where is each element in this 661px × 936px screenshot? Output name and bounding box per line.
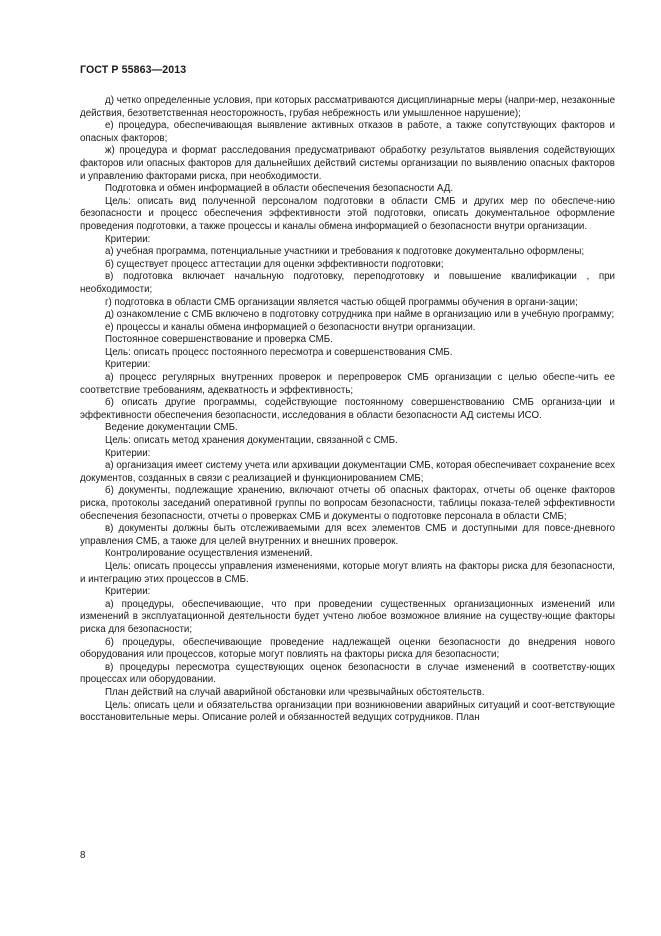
paragraph: в) документы должны быть отслеживаемыми для всех элементов СМБ и доступными для повсе-дневного управления СМБ, а также для целей внутренних и внешних проверок. xyxy=(80,523,615,547)
paragraph: Ведение документации СМБ. xyxy=(105,422,238,434)
paragraph: а) процедуры, обеспечивающие, что при проведении существенных организационных изменений или изменений в эксплуатационной деятельности будет учтено любое возможное влияние на существу-ющие факторы риска для безопасности; xyxy=(80,598,615,635)
paragraph: д) ознакомление с СМБ включено в подготовку сотрудника при найме в организацию или в учебную программу; xyxy=(105,309,615,321)
paragraph: е) процедура, обеспечивающая выявление активных отказов в работе, а также сопутствующих факторов и опасных факторов; xyxy=(80,120,615,144)
paragraph: Критерии: xyxy=(105,447,151,459)
document-body xyxy=(80,95,615,725)
paragraph: Критерии: xyxy=(105,586,151,598)
paragraph: Критерии: xyxy=(105,359,151,371)
paragraph: в) подготовка включает начальную подготовку, переподготовку и повышение квалификации , при необходимости; xyxy=(80,271,615,295)
paragraph: Цель: описать процессы управления изменениями, которые могут влиять на факторы риска для безопасности, и интеграцию этих процессов в СМБ. xyxy=(80,560,615,585)
paragraph: е) процессы и каналы обмена информацией о безопасности внутри организации. xyxy=(105,321,476,333)
paragraph: д) четко определенные условия, при которых рассматриваются дисциплинарные меры (напри-мер, незаконные действия, безответственная неосторожность, грубая небрежность или умышленное нарушение); xyxy=(80,95,615,119)
paragraph: Цель: описать процесс постоянного пересмотра и совершенствования СМБ. xyxy=(105,346,453,358)
paragraph: в) процедуры пересмотра существующих оценок безопасности в случае изменений в соответству-ющих процессах или оборудовании. xyxy=(80,661,615,686)
paragraph: б) существует процесс аттестации для оценки эффективности подготовки; xyxy=(105,258,444,270)
paragraph: б) документы, подлежащие хранению, включают отчеты об опасных факторах, отчеты об оценке факторов риска, протоколы заседаний оперативной группы по вопросам безопасности, таблицы показа-телей эффективности обеспечения безопасности, отчеты о проверках СМБ и документы о подготовке персонала в области СМБ; xyxy=(80,485,615,522)
paragraph: Контролирование осуществления изменений. xyxy=(105,548,313,560)
paragraph: Подготовка и обмен информацией в области обеспечения безопасности АД. xyxy=(105,183,454,195)
paragraph: Цель: описать вид полученной персоналом подготовки в области СМБ и других мер по обеспече-нию безопасности и процесс обеспечения эффективности этой подготовки, описать документальное оформление проведения подготовки, а также процессы и каналы обмена информацией о безопасности внутри организации. xyxy=(80,195,615,232)
paragraph: ж) процедура и формат расследования предусматривают обработку результатов выявления содействующих факторов или опасных факторов для дальнейших действий системы организации по выявлению опасных факторов и управлению факторами риска, при необходимости. xyxy=(80,145,615,182)
paragraph: б) процедуры, обеспечивающие проведение надлежащей оценки безопасности до внедрения нового оборудования или процессов, которые могут повлиять на факторы риска для безопасности; xyxy=(80,636,615,661)
paragraph: а) учебная программа, потенциальные участники и требования к подготовке документально оформлены; xyxy=(105,246,585,258)
paragraph: План действий на случай аварийной обстановки или чрезвычайных обстоятельств. xyxy=(105,686,485,698)
paragraph: Постоянное совершенствование и проверка СМБ. xyxy=(105,334,333,346)
document-header: ГОСТ Р 55863—2013 xyxy=(80,64,187,76)
paragraph: Цель: описать метод хранения документации, связанной с СМБ. xyxy=(105,435,398,447)
paragraph: Цель: описать цели и обязательства организации при возникновении аварийных ситуаций и соот-ветствующие восстановительные меры. Описание ролей и обязанностей ведущих сотрудников. План xyxy=(80,699,615,724)
paragraph: а) организация имеет систему учета или архивации документации СМБ, которая обеспечивает сохранение всех документов, созданных в связи с реализацией и функционированием СМБ; xyxy=(80,460,615,484)
paragraph: б) описать другие программы, содействующие постоянному совершенствованию СМБ организа-ции и эффективности обеспечения безопасности, исследования в области безопасности АД системы ИСО. xyxy=(80,397,615,421)
paragraph: а) процесс регулярных внутренних проверок и перепроверок СМБ организации с целью обеспе-чить ее соответствие требованиям, адекватность и эффективность; xyxy=(80,372,615,396)
paragraph: г) подготовка в области СМБ организации является частью общей программы обучения в органи-зации; xyxy=(105,296,578,308)
page-number: 8 xyxy=(80,850,86,861)
paragraph: Критерии: xyxy=(105,233,151,245)
